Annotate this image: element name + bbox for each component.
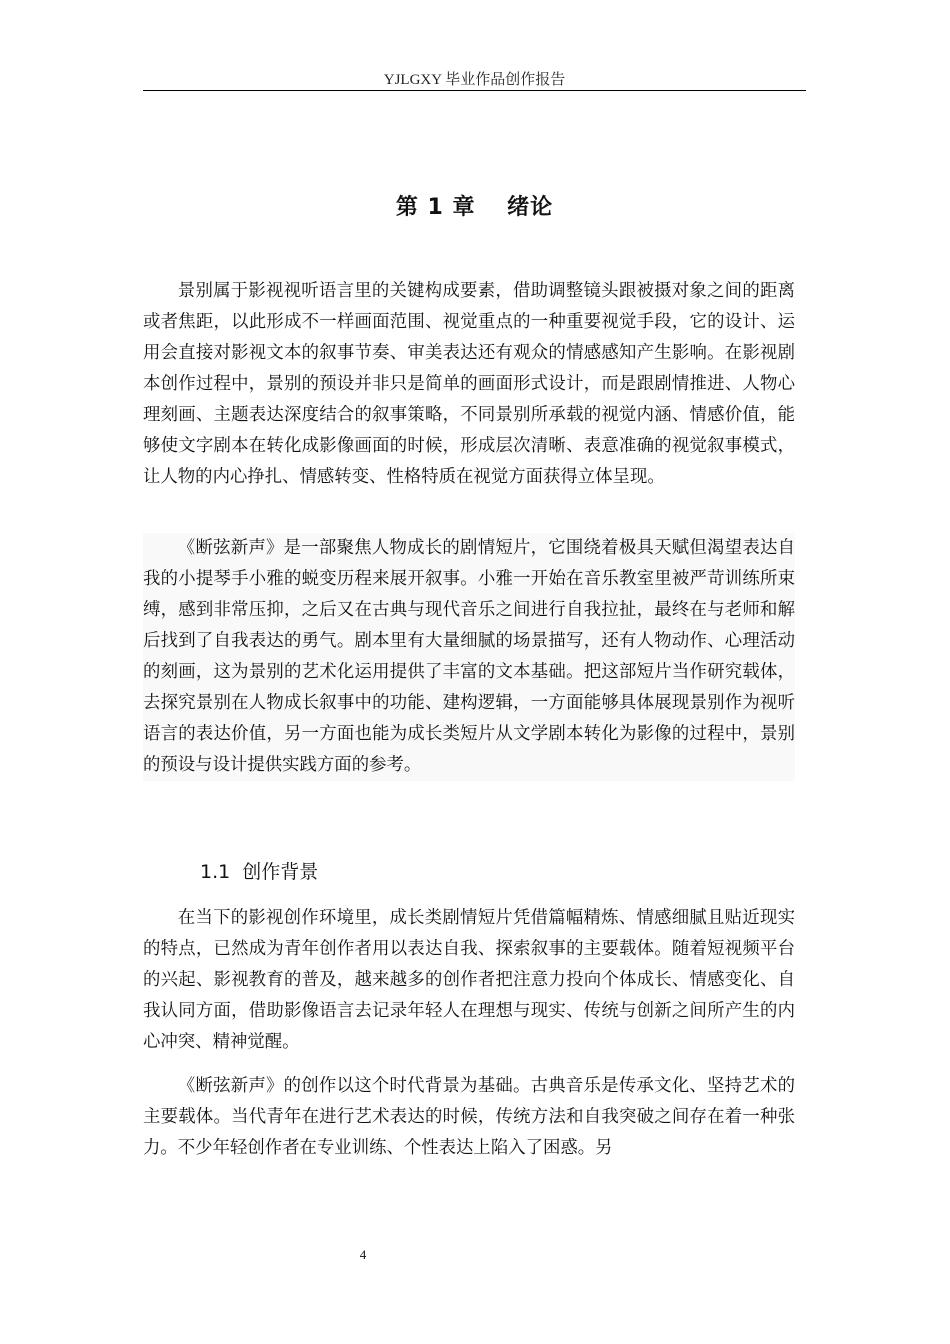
header-divider [143,90,806,91]
chapter-title: 第 1 章 绪论 [395,195,554,220]
page-number: 4 [359,1247,367,1262]
body-paragraph: 景别属于影视视听语言里的关键构成要素，借助调整镜头跟被摄对象之间的距离或者焦距，以此形成不一样画面范围、视觉重点的一种重要视觉手段，它的设计、运用会直接对影视文本的叙事节奏、审美表达还有观众的情感感知产生影响。在影视剧本创作过程中，景别的预设并非只是简单的画面形式设计，而是跟剧情推进、人物心理刻画、主题表达深度结合的叙事策略，不同景别所承载的视觉内涵、情感价值，能够使文字剧本在转化成影像画面的时候，形成层次清晰、表意准确的视觉叙事模式，让人物的内心挣扎、情感转变、性格特质在视觉方面获得立体呈现。 [143,281,795,487]
body-paragraph: 在当下的影视创作环境里，成长类剧情短片凭借篇幅精炼、情感细腻且贴近现实的特点，已然成为青年创作者用以表达自我、探索叙事的主要载体。随着短视频平台的兴起、影视教育的普及，越来越多的创作者把注意力投向个体成长、情感变化、自我认同方面，借助影像语言去记录年轻人在理想与现实、传统与创新之间所产生的内心冲突、精神觉醒。 [143,908,795,1052]
section-title: 1.1 创作背景 [200,861,319,883]
body-paragraph: 《断弦新声》的创作以这个时代背景为基础。古典音乐是传承文化、坚持艺术的主要载体。当代青年在进行艺术表达的时候，传统方法和自我突破之间存在着一种张力。不少年轻创作者在专业训练、个性表达上陷入了困惑。另 [143,1076,795,1158]
running-header: YJLGXY 毕业作品创作报告 [383,72,566,88]
body-paragraph: 《断弦新声》是一部聚焦人物成长的剧情短片，它围绕着极具天赋但渴望表达自我的小提琴手小雅的蜕变历程来展开叙事。小雅一开始在音乐教室里被严苛训练所束缚，感到非常压抑，之后又在古典与现代音乐之间进行自我拉扯，最终在与老师和解后找到了自我表达的勇气。剧本里有大量细腻的场景描写，还有人物动作、心理活动的刻画，这为景别的艺术化运用提供了丰富的文本基础。把这部短片当作研究载体，去探究景别在人物成长叙事中的功能、建构逻辑，一方面能够具体展现景别作为视听语言的表达价值，另一方面也能为成长类短片从文学剧本转化为影像的过程中，景别的预设与设计提供实践方面的参考。 [143,533,795,781]
